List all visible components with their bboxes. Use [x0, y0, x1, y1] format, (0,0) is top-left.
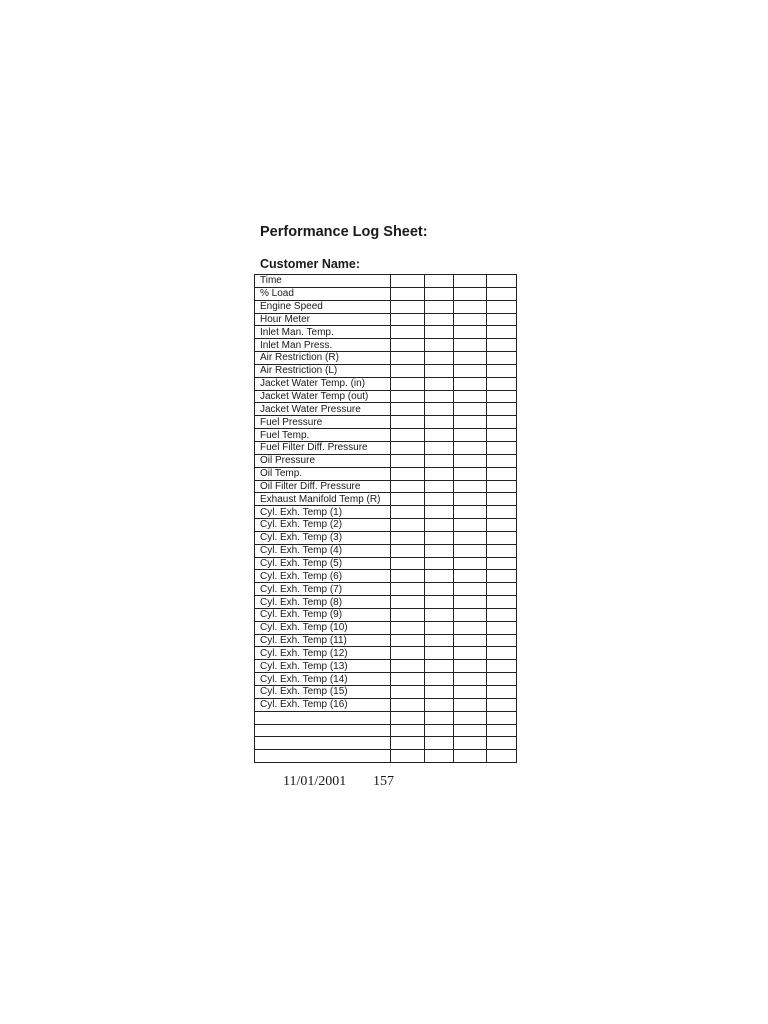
log-entry-cell[interactable] [487, 416, 517, 429]
log-entry-cell[interactable] [454, 621, 487, 634]
log-entry-cell[interactable] [391, 275, 425, 288]
log-entry-cell[interactable] [487, 313, 517, 326]
log-entry-cell[interactable] [487, 621, 517, 634]
log-entry-cell[interactable] [391, 724, 425, 737]
log-entry-cell[interactable] [487, 403, 517, 416]
row-label: Exhaust Manifold Temp (R) [255, 493, 391, 506]
log-entry-cell[interactable] [391, 519, 425, 532]
log-entry-cell[interactable] [454, 698, 487, 711]
customer-name-label: Customer Name: [260, 257, 361, 271]
log-entry-cell[interactable] [487, 519, 517, 532]
log-entry-cell[interactable] [425, 544, 454, 557]
log-entry-cell[interactable] [487, 467, 517, 480]
log-entry-cell[interactable] [391, 673, 425, 686]
log-entry-cell[interactable] [454, 596, 487, 609]
row-label: Cyl. Exh. Temp (6) [255, 570, 391, 583]
table-row [255, 724, 517, 737]
log-entry-cell[interactable] [454, 300, 487, 313]
log-entry-cell[interactable] [425, 750, 454, 763]
log-entry-cell[interactable] [425, 608, 454, 621]
log-entry-cell[interactable] [454, 441, 487, 454]
log-entry-cell[interactable] [454, 570, 487, 583]
log-entry-cell[interactable] [454, 506, 487, 519]
log-entry-cell[interactable] [425, 686, 454, 699]
table-row [255, 416, 517, 429]
page-title: Performance Log Sheet: [260, 224, 428, 240]
log-entry-cell[interactable] [454, 480, 487, 493]
table-row [255, 275, 517, 288]
log-entry-cell[interactable] [391, 711, 425, 724]
log-entry-cell[interactable] [487, 660, 517, 673]
table-row [255, 352, 517, 365]
log-entry-cell[interactable] [425, 634, 454, 647]
log-entry-cell[interactable] [425, 480, 454, 493]
table-row [255, 621, 517, 634]
row-label: Cyl. Exh. Temp (8) [255, 596, 391, 609]
table-row [255, 377, 517, 390]
log-entry-cell[interactable] [487, 326, 517, 339]
row-label: Cyl. Exh. Temp (9) [255, 608, 391, 621]
row-label: % Load [255, 287, 391, 300]
row-label: Inlet Man. Temp. [255, 326, 391, 339]
log-entry-cell[interactable] [454, 634, 487, 647]
log-entry-cell[interactable] [487, 557, 517, 570]
table-row [255, 647, 517, 660]
log-entry-cell[interactable] [487, 544, 517, 557]
log-entry-cell[interactable] [425, 570, 454, 583]
log-entry-cell[interactable] [391, 454, 425, 467]
log-entry-cell[interactable] [487, 506, 517, 519]
log-entry-cell[interactable] [454, 313, 487, 326]
row-label: Engine Speed [255, 300, 391, 313]
log-entry-cell[interactable] [391, 750, 425, 763]
table-row [255, 750, 517, 763]
log-entry-cell[interactable] [391, 480, 425, 493]
row-label [255, 711, 391, 724]
log-entry-cell[interactable] [425, 724, 454, 737]
row-label: Jacket Water Temp. (in) [255, 377, 391, 390]
row-label: Time [255, 275, 391, 288]
log-entry-cell[interactable] [391, 737, 425, 750]
log-entry-cell[interactable] [425, 416, 454, 429]
log-entry-cell[interactable] [391, 621, 425, 634]
log-entry-cell[interactable] [391, 377, 425, 390]
log-entry-cell[interactable] [487, 339, 517, 352]
log-entry-cell[interactable] [425, 300, 454, 313]
log-entry-cell[interactable] [425, 313, 454, 326]
log-entry-cell[interactable] [391, 557, 425, 570]
row-label: Oil Temp. [255, 467, 391, 480]
performance-log-table [254, 274, 517, 763]
row-label: Cyl. Exh. Temp (3) [255, 531, 391, 544]
row-label: Oil Filter Diff. Pressure [255, 480, 391, 493]
log-entry-cell[interactable] [487, 352, 517, 365]
table-row [255, 686, 517, 699]
footer-date: 11/01/2001 [283, 774, 347, 789]
table-row [255, 583, 517, 596]
table-row [255, 326, 517, 339]
log-entry-cell[interactable] [391, 493, 425, 506]
row-label: Cyl. Exh. Temp (12) [255, 647, 391, 660]
log-entry-cell[interactable] [425, 377, 454, 390]
log-entry-cell[interactable] [487, 390, 517, 403]
log-entry-cell[interactable] [425, 698, 454, 711]
row-label: Fuel Temp. [255, 429, 391, 442]
log-entry-cell[interactable] [391, 441, 425, 454]
log-entry-cell[interactable] [425, 326, 454, 339]
table-row [255, 364, 517, 377]
log-entry-cell[interactable] [454, 390, 487, 403]
row-label: Cyl. Exh. Temp (13) [255, 660, 391, 673]
row-label: Cyl. Exh. Temp (16) [255, 698, 391, 711]
log-entry-cell[interactable] [487, 300, 517, 313]
row-label: Cyl. Exh. Temp (14) [255, 673, 391, 686]
table-row [255, 711, 517, 724]
log-entry-cell[interactable] [425, 390, 454, 403]
log-entry-cell[interactable] [391, 352, 425, 365]
log-entry-cell[interactable] [425, 364, 454, 377]
row-label: Fuel Pressure [255, 416, 391, 429]
table-row [255, 287, 517, 300]
log-entry-cell[interactable] [454, 724, 487, 737]
log-entry-cell[interactable] [391, 326, 425, 339]
row-label: Air Restriction (L) [255, 364, 391, 377]
log-entry-cell[interactable] [391, 300, 425, 313]
log-entry-cell[interactable] [454, 647, 487, 660]
table-row [255, 557, 517, 570]
table-row [255, 737, 517, 750]
log-entry-cell[interactable] [487, 750, 517, 763]
table-row [255, 339, 517, 352]
row-label [255, 750, 391, 763]
log-entry-cell[interactable] [454, 737, 487, 750]
log-entry-cell[interactable] [391, 531, 425, 544]
log-entry-cell[interactable] [425, 737, 454, 750]
log-entry-cell[interactable] [391, 506, 425, 519]
log-entry-cell[interactable] [425, 621, 454, 634]
log-entry-cell[interactable] [454, 454, 487, 467]
page-number: 157 [373, 774, 394, 789]
log-entry-cell[interactable] [425, 506, 454, 519]
log-entry-cell[interactable] [425, 647, 454, 660]
row-label: Cyl. Exh. Temp (10) [255, 621, 391, 634]
log-entry-cell[interactable] [391, 570, 425, 583]
log-entry-cell[interactable] [487, 480, 517, 493]
log-entry-cell[interactable] [425, 441, 454, 454]
table-row [255, 403, 517, 416]
row-label: Cyl. Exh. Temp (2) [255, 519, 391, 532]
log-entry-cell[interactable] [487, 686, 517, 699]
log-entry-cell[interactable] [454, 467, 487, 480]
log-entry-cell[interactable] [454, 352, 487, 365]
log-entry-cell[interactable] [425, 673, 454, 686]
log-entry-cell[interactable] [454, 557, 487, 570]
log-entry-cell[interactable] [391, 467, 425, 480]
row-label: Jacket Water Pressure [255, 403, 391, 416]
table-row [255, 519, 517, 532]
log-entry-cell[interactable] [454, 326, 487, 339]
table-row [255, 506, 517, 519]
log-entry-cell[interactable] [454, 686, 487, 699]
log-entry-cell[interactable] [487, 596, 517, 609]
log-entry-cell[interactable] [454, 673, 487, 686]
log-entry-cell[interactable] [487, 698, 517, 711]
log-entry-cell[interactable] [487, 608, 517, 621]
table-row [255, 300, 517, 313]
table-row [255, 454, 517, 467]
row-label: Fuel Filter Diff. Pressure [255, 441, 391, 454]
log-entry-cell[interactable] [487, 364, 517, 377]
log-entry-cell[interactable] [391, 583, 425, 596]
log-entry-cell[interactable] [454, 583, 487, 596]
log-entry-cell[interactable] [425, 493, 454, 506]
log-entry-cell[interactable] [487, 724, 517, 737]
log-entry-cell[interactable] [487, 531, 517, 544]
log-entry-cell[interactable] [425, 454, 454, 467]
table-row [255, 673, 517, 686]
table-row [255, 544, 517, 557]
log-entry-cell[interactable] [487, 570, 517, 583]
row-label: Cyl. Exh. Temp (15) [255, 686, 391, 699]
log-entry-cell[interactable] [487, 377, 517, 390]
row-label: Hour Meter [255, 313, 391, 326]
log-entry-cell[interactable] [454, 377, 487, 390]
table-row [255, 608, 517, 621]
log-entry-cell[interactable] [454, 429, 487, 442]
log-entry-cell[interactable] [487, 673, 517, 686]
row-label: Air Restriction (R) [255, 352, 391, 365]
log-entry-cell[interactable] [454, 339, 487, 352]
log-entry-cell[interactable] [487, 454, 517, 467]
table-row [255, 660, 517, 673]
log-entry-cell[interactable] [454, 403, 487, 416]
table-row [255, 531, 517, 544]
log-entry-cell[interactable] [391, 698, 425, 711]
log-entry-cell[interactable] [391, 364, 425, 377]
log-table-body [255, 275, 517, 763]
log-entry-cell[interactable] [487, 275, 517, 288]
log-entry-cell[interactable] [454, 608, 487, 621]
log-entry-cell[interactable] [454, 544, 487, 557]
log-entry-cell[interactable] [391, 686, 425, 699]
log-entry-cell[interactable] [425, 352, 454, 365]
table-row [255, 596, 517, 609]
log-entry-cell[interactable] [487, 711, 517, 724]
log-entry-cell[interactable] [391, 660, 425, 673]
log-entry-cell[interactable] [391, 313, 425, 326]
log-entry-cell[interactable] [487, 647, 517, 660]
log-entry-cell[interactable] [454, 287, 487, 300]
row-label: Cyl. Exh. Temp (7) [255, 583, 391, 596]
table-row [255, 429, 517, 442]
row-label: Inlet Man Press. [255, 339, 391, 352]
log-entry-cell[interactable] [487, 583, 517, 596]
log-entry-cell[interactable] [391, 596, 425, 609]
log-entry-cell[interactable] [487, 429, 517, 442]
table-row [255, 480, 517, 493]
log-entry-cell[interactable] [425, 519, 454, 532]
log-entry-cell[interactable] [487, 441, 517, 454]
log-entry-cell[interactable] [454, 750, 487, 763]
log-entry-cell[interactable] [391, 634, 425, 647]
log-entry-cell[interactable] [425, 403, 454, 416]
log-entry-cell[interactable] [425, 660, 454, 673]
log-entry-cell[interactable] [425, 467, 454, 480]
log-entry-cell[interactable] [454, 519, 487, 532]
log-entry-cell[interactable] [425, 275, 454, 288]
row-label [255, 724, 391, 737]
log-entry-cell[interactable] [454, 660, 487, 673]
log-entry-cell[interactable] [487, 287, 517, 300]
log-entry-cell[interactable] [391, 608, 425, 621]
log-entry-cell[interactable] [391, 339, 425, 352]
log-entry-cell[interactable] [425, 287, 454, 300]
log-entry-cell[interactable] [425, 583, 454, 596]
log-entry-cell[interactable] [487, 493, 517, 506]
log-entry-cell[interactable] [425, 429, 454, 442]
log-entry-cell[interactable] [454, 493, 487, 506]
log-entry-cell[interactable] [454, 275, 487, 288]
log-entry-cell[interactable] [454, 531, 487, 544]
row-label: Cyl. Exh. Temp (4) [255, 544, 391, 557]
row-label [255, 737, 391, 750]
table-row [255, 441, 517, 454]
row-label: Cyl. Exh. Temp (1) [255, 506, 391, 519]
log-entry-cell[interactable] [425, 557, 454, 570]
table-row [255, 570, 517, 583]
log-entry-cell[interactable] [391, 429, 425, 442]
log-entry-cell[interactable] [454, 711, 487, 724]
table-row [255, 467, 517, 480]
row-label: Cyl. Exh. Temp (11) [255, 634, 391, 647]
table-row [255, 698, 517, 711]
log-entry-cell[interactable] [391, 416, 425, 429]
log-entry-cell[interactable] [454, 364, 487, 377]
log-entry-cell[interactable] [425, 711, 454, 724]
table-row [255, 493, 517, 506]
log-entry-cell[interactable] [425, 339, 454, 352]
log-entry-cell[interactable] [425, 531, 454, 544]
log-entry-cell[interactable] [391, 544, 425, 557]
row-label: Jacket Water Temp (out) [255, 390, 391, 403]
table-row [255, 634, 517, 647]
table-row [255, 313, 517, 326]
log-entry-cell[interactable] [487, 634, 517, 647]
log-entry-cell[interactable] [391, 647, 425, 660]
log-entry-cell[interactable] [487, 737, 517, 750]
log-entry-cell[interactable] [454, 416, 487, 429]
log-entry-cell[interactable] [391, 390, 425, 403]
log-entry-cell[interactable] [425, 596, 454, 609]
row-label: Cyl. Exh. Temp (5) [255, 557, 391, 570]
table-row [255, 390, 517, 403]
log-entry-cell[interactable] [391, 403, 425, 416]
row-label: Oil Pressure [255, 454, 391, 467]
log-entry-cell[interactable] [391, 287, 425, 300]
